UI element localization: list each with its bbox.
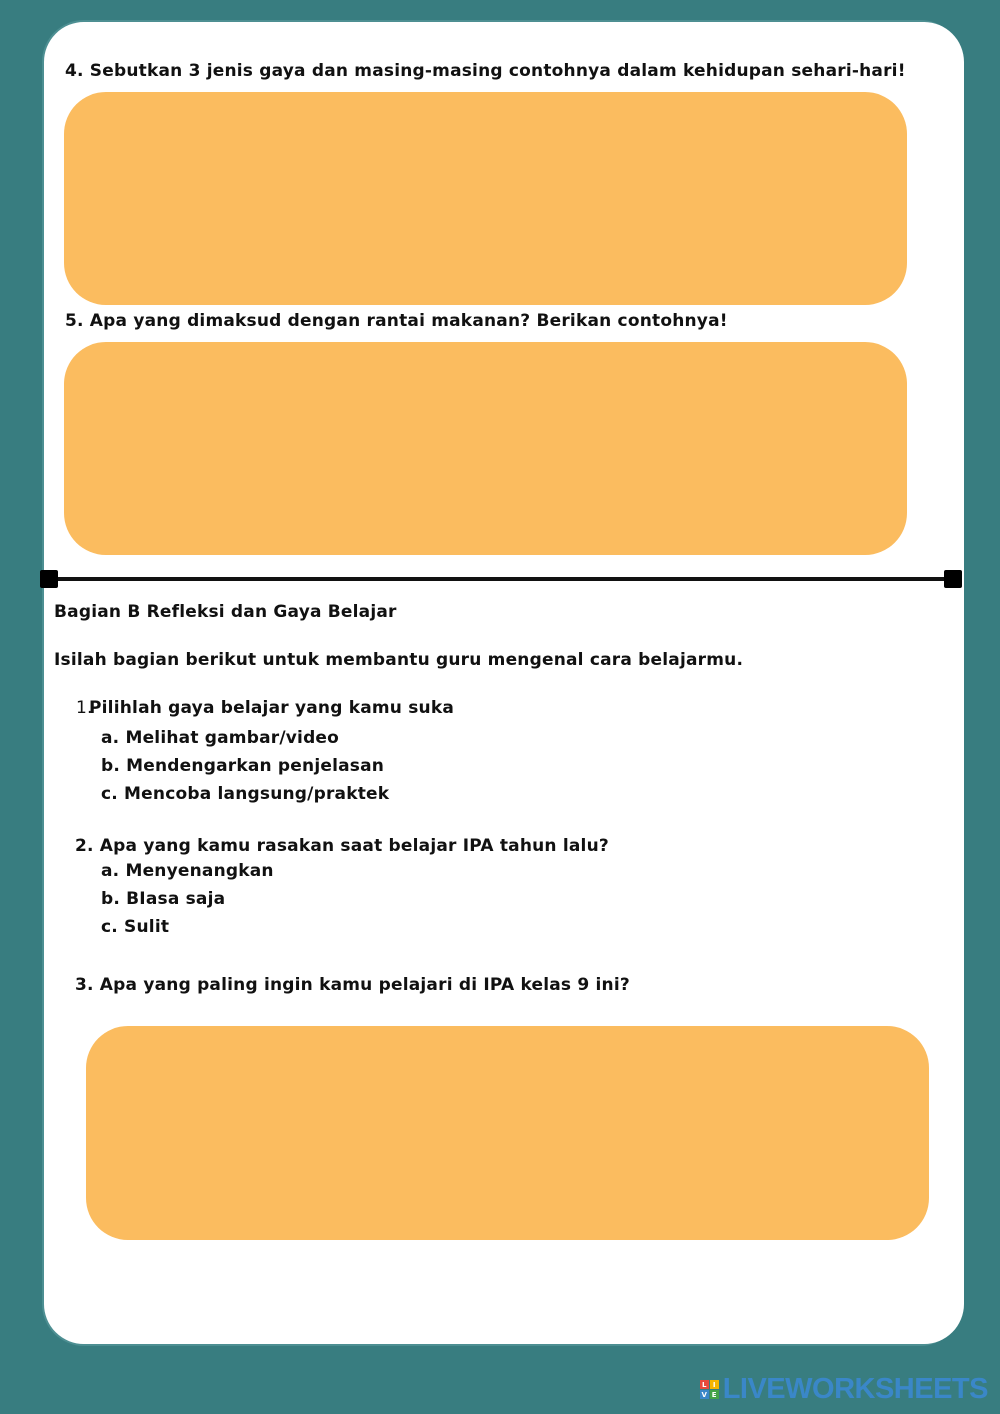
question-b2-option-b[interactable]: b. BIasa saja (101, 889, 226, 909)
question-b2-text: 2. Apa yang kamu rasakan saat belajar IPA tahun lalu? (75, 836, 609, 856)
section-b-instruction: Isilah bagian berikut untuk membantu guru mengenal cara belajarmu. (54, 650, 744, 670)
section-b-heading: Bagian B Refleksi dan Gaya Belajar (54, 602, 397, 622)
divider-right-handle (944, 570, 962, 588)
question-4-text: 4. Sebutkan 3 jenis gaya dan masing-masing contohnya dalam kehidupan sehari-hari! (65, 61, 906, 81)
answer-box-q5[interactable] (64, 342, 907, 555)
question-b1-option-a[interactable]: a. Melihat gambar/video (101, 728, 340, 748)
liveworksheets-wordmark: LIVEWORKSHEETS (722, 1373, 988, 1405)
liveworksheets-brand (700, 1373, 988, 1406)
liveworksheets-logo-icon: L I V E (700, 1380, 719, 1399)
divider-left-handle (40, 570, 58, 588)
question-5-text: 5. Apa yang dimaksud dengan rantai makanan? Berikan contohnya! (65, 311, 728, 331)
question-b1-option-b[interactable]: b. Mendengarkan penjelasan (101, 756, 385, 776)
question-b1-number: 1. (76, 698, 93, 718)
question-b1-option-c[interactable]: c. Mencoba langsung/praktek (101, 784, 390, 804)
question-b1-text: Pilihlah gaya belajar yang kamu suka (89, 698, 455, 718)
question-b3-text: 3. Apa yang paling ingin kamu pelajari di IPA kelas 9 ini? (75, 975, 630, 995)
question-b2-option-c[interactable]: c. Sulit (101, 917, 170, 937)
section-divider (48, 577, 954, 581)
answer-box-b3[interactable] (86, 1026, 929, 1240)
question-b2-option-a[interactable]: a. Menyenangkan (101, 861, 274, 881)
answer-box-q4[interactable] (64, 92, 907, 305)
